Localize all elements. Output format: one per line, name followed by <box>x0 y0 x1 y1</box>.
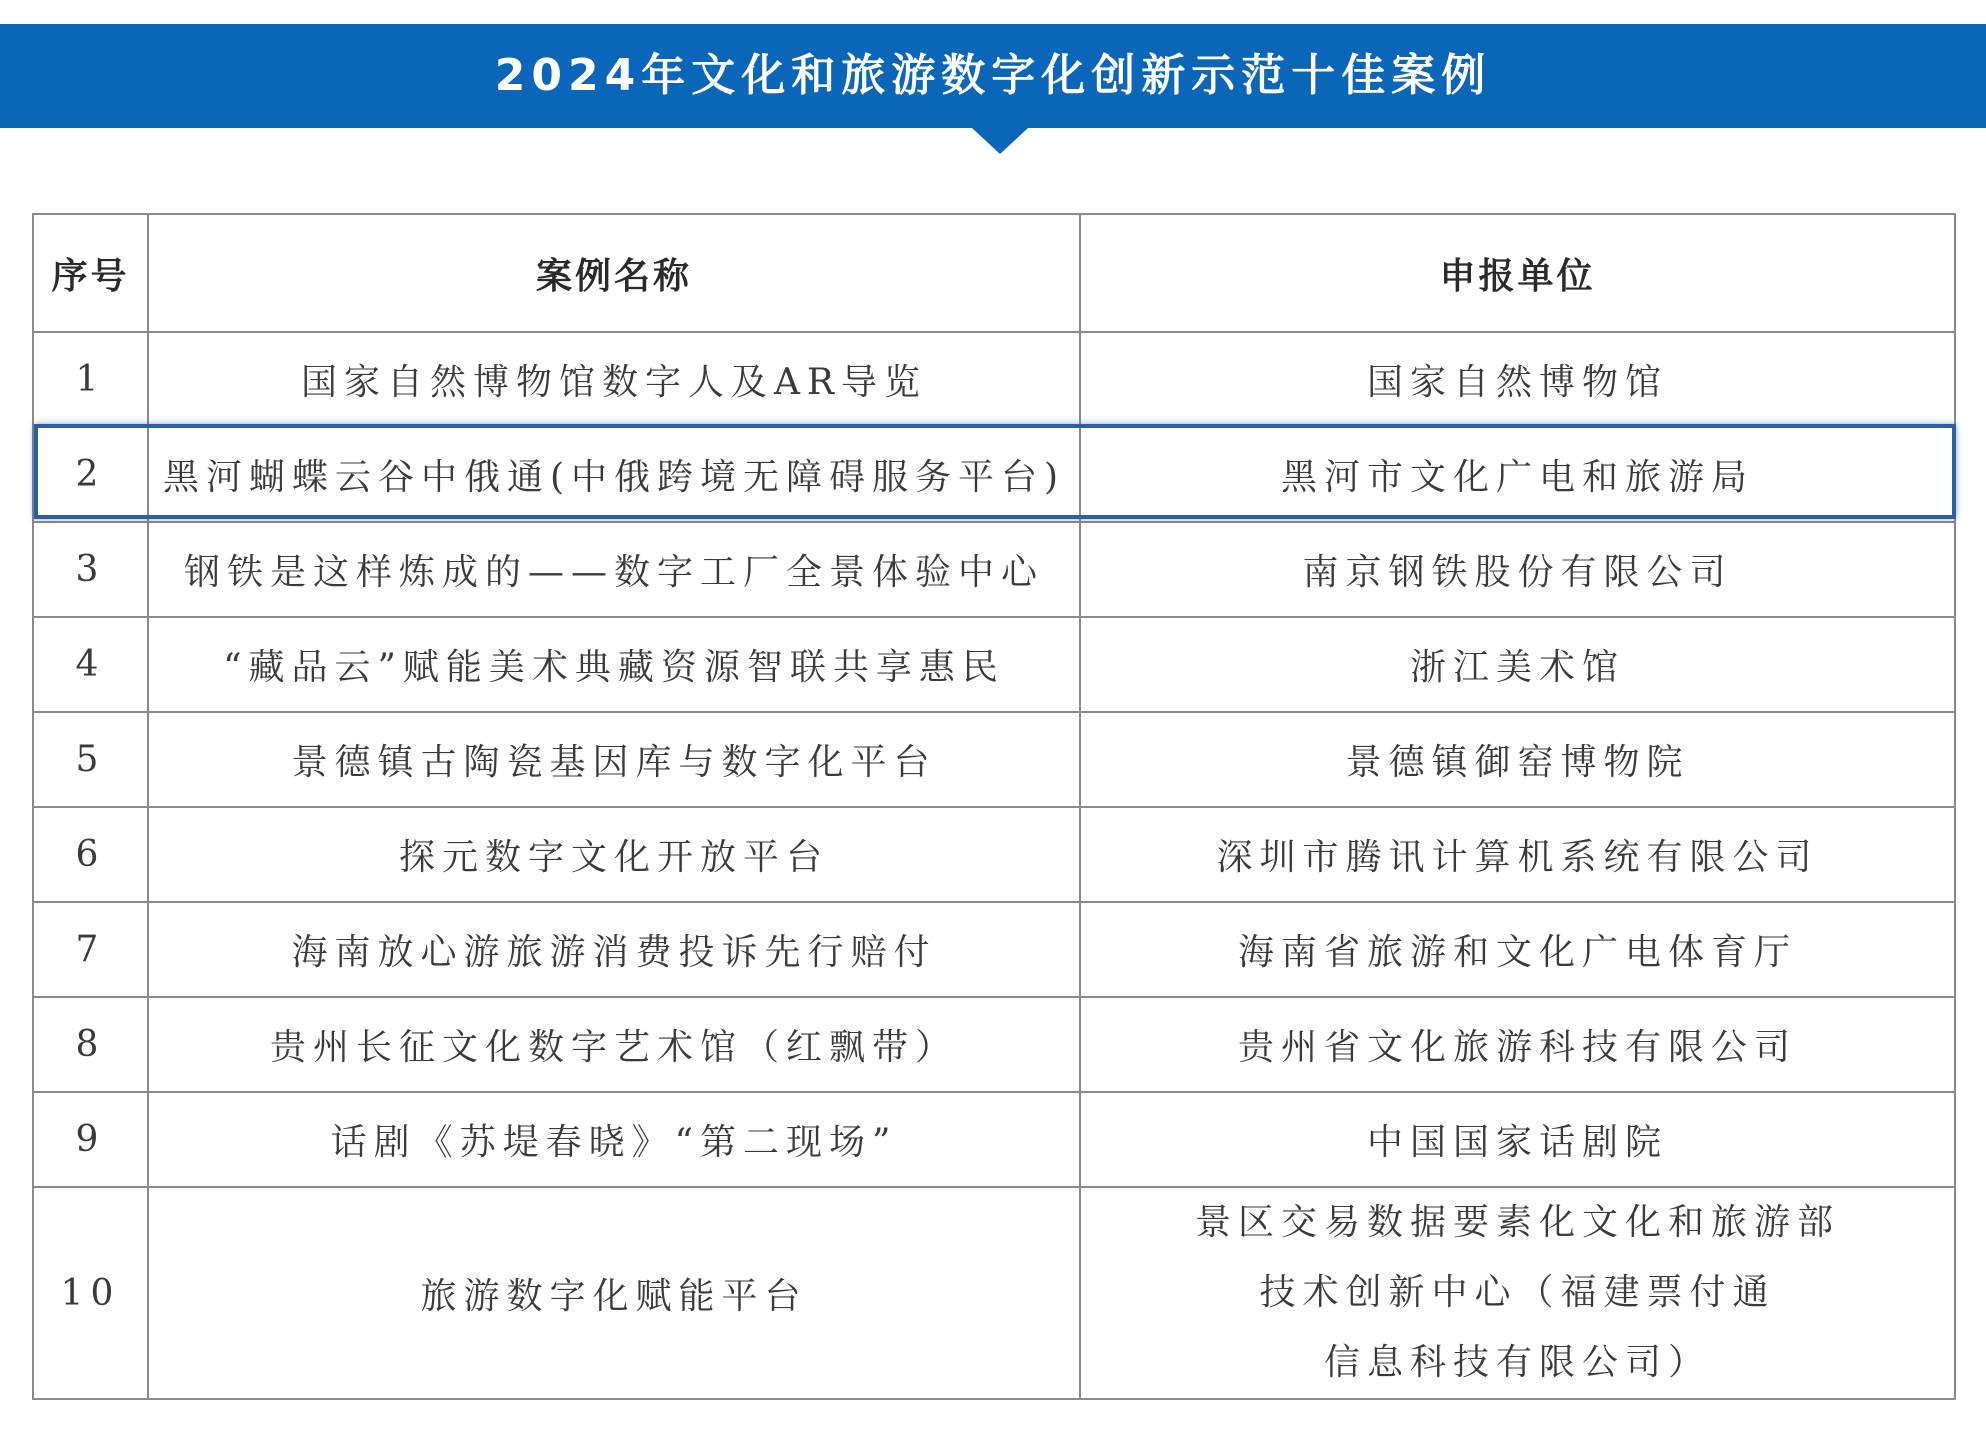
row-index: 4 <box>33 617 148 712</box>
row-case-name: 探元数字文化开放平台 <box>148 807 1080 902</box>
header-applicant-unit: 申报单位 <box>1080 214 1955 332</box>
header-index: 序号 <box>33 214 148 332</box>
table-row <box>33 522 1955 617</box>
row-case-name: 话剧《苏堤春晓》“第二现场” <box>148 1092 1080 1187</box>
row-applicant-unit: 海南省旅游和文化广电体育厅 <box>1080 902 1955 997</box>
row-index: 5 <box>33 712 148 807</box>
row-case-name: 钢铁是这样炼成的——数字工厂全景体验中心 <box>148 522 1080 617</box>
row-case-name: 海南放心游旅游消费投诉先行赔付 <box>148 902 1080 997</box>
table-row <box>33 712 1955 807</box>
row-applicant-unit: 景德镇御窑博物院 <box>1080 712 1955 807</box>
table-row <box>33 902 1955 997</box>
row-case-name: 国家自然博物馆数字人及AR导览 <box>148 332 1080 427</box>
unit-line: 技术创新中心（福建票付通 <box>1259 1272 1776 1313</box>
row-case-name: 旅游数字化赋能平台 <box>148 1187 1080 1399</box>
row-applicant-unit: 南京钢铁股份有限公司 <box>1080 522 1955 617</box>
row-index: 6 <box>33 807 148 902</box>
row-applicant-unit: 浙江美术馆 <box>1080 617 1955 712</box>
banner-pointer-arrow <box>972 128 1028 154</box>
banner-title: 2024年文化和旅游数字化创新示范十佳案例 <box>494 50 1492 101</box>
row-applicant-unit <box>1080 1187 1955 1399</box>
unit-line: 信息科技有限公司） <box>1323 1342 1711 1383</box>
table-row <box>33 1187 1955 1399</box>
table-header-row <box>33 214 1955 332</box>
row-case-name: 景德镇古陶瓷基因库与数字化平台 <box>148 712 1080 807</box>
row-applicant-unit: 深圳市腾讯计算机系统有限公司 <box>1080 807 1955 902</box>
title-banner <box>0 24 1986 128</box>
table-row <box>33 617 1955 712</box>
row-index: 9 <box>33 1092 148 1187</box>
table-row <box>33 997 1955 1092</box>
row-index: 10 <box>33 1187 148 1399</box>
table-row <box>33 807 1955 902</box>
row-index: 2 <box>33 427 148 522</box>
table-row <box>33 1092 1955 1187</box>
cases-table <box>32 213 1956 1400</box>
row-case-name: 黑河蝴蝶云谷中俄通(中俄跨境无障碍服务平台) <box>148 427 1080 522</box>
row-applicant-unit: 国家自然博物馆 <box>1080 332 1955 427</box>
table-row-selected[interactable] <box>33 427 1955 522</box>
row-index: 3 <box>33 522 148 617</box>
row-applicant-unit: 黑河市文化广电和旅游局 <box>1080 427 1955 522</box>
row-applicant-unit: 中国国家话剧院 <box>1080 1092 1955 1187</box>
row-case-name: 贵州长征文化数字艺术馆（红飘带） <box>148 997 1080 1092</box>
header-case-name: 案例名称 <box>148 214 1080 332</box>
row-index: 1 <box>33 332 148 427</box>
unit-line: 景区交易数据要素化文化和旅游部 <box>1194 1202 1840 1243</box>
row-index: 7 <box>33 902 148 997</box>
row-index: 8 <box>33 997 148 1092</box>
table-row <box>33 332 1955 427</box>
row-case-name: “藏品云”赋能美术典藏资源智联共享惠民 <box>148 617 1080 712</box>
row-applicant-unit: 贵州省文化旅游科技有限公司 <box>1080 997 1955 1092</box>
